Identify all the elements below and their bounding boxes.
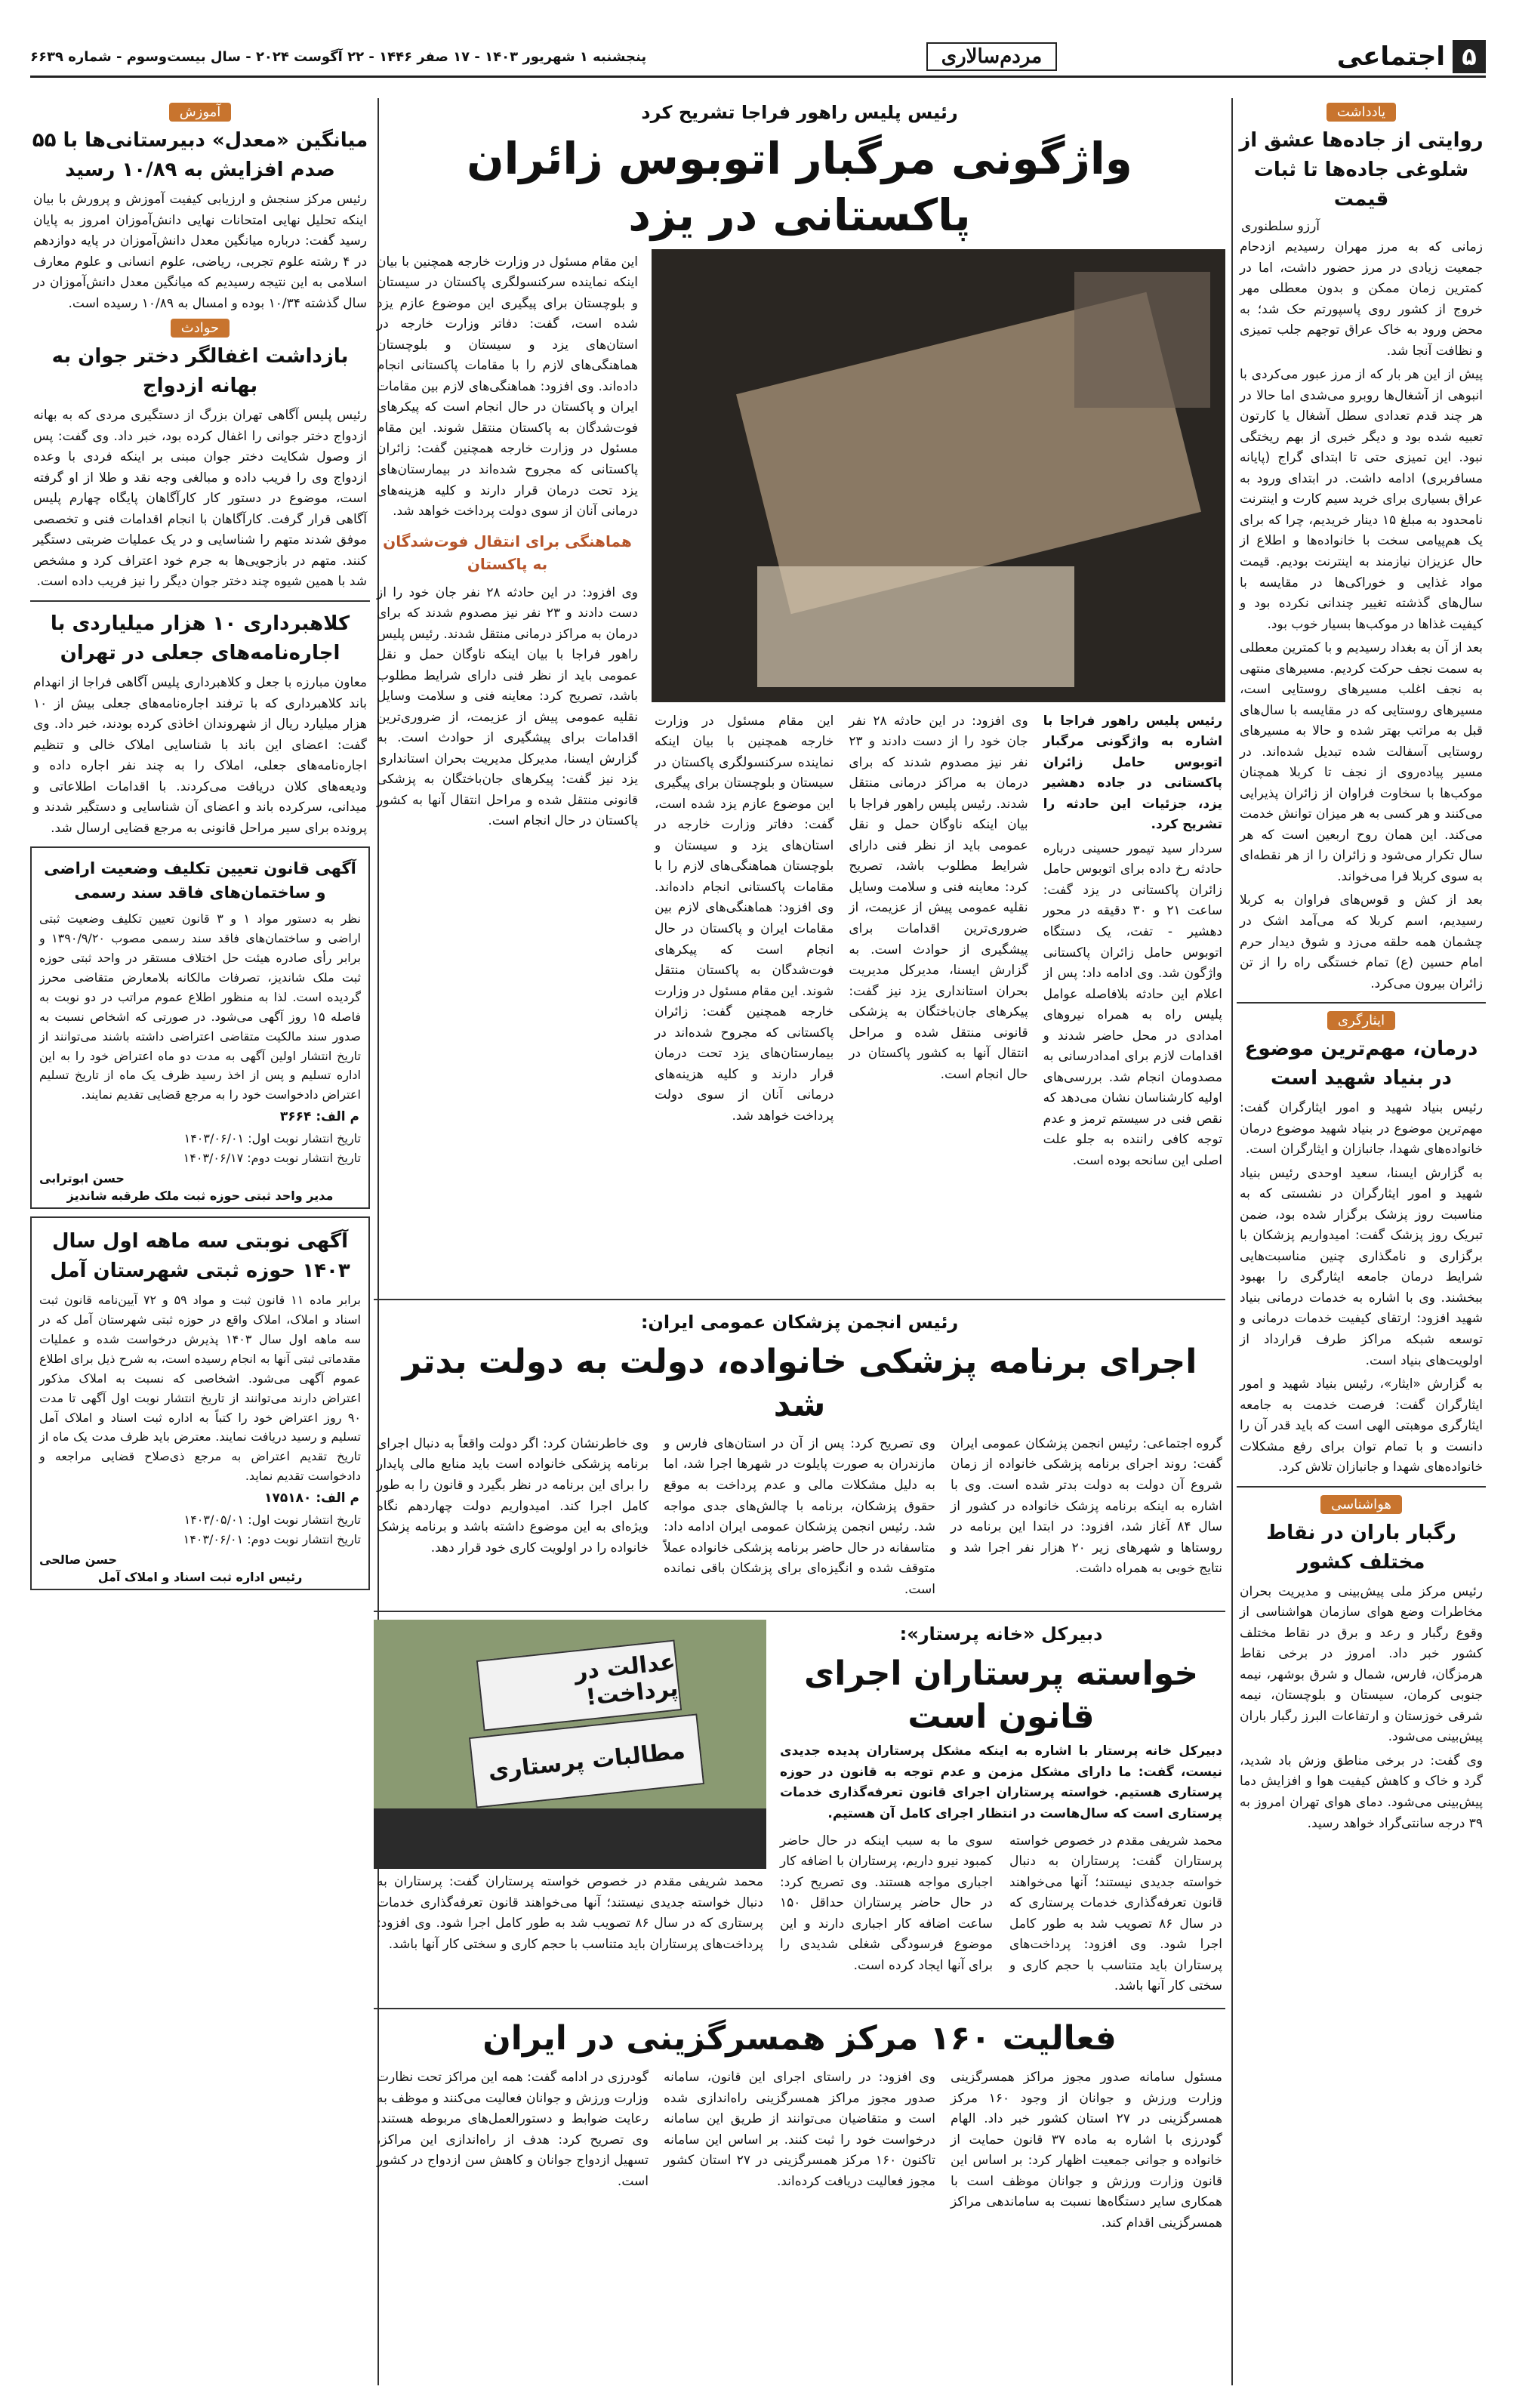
right-column [1237, 98, 1486, 2386]
notice2-date2: تاریخ انتشار نوبت دوم: ۱۴۰۳/۰۶/۰۱ [183, 1532, 361, 1547]
weather-tag: هواشناسی [1320, 1495, 1402, 1514]
notice1-sign-role: مدیر واحد ثبتی حوزه ثبت ملک طرقبه شاندیز [66, 1189, 334, 1204]
lead-headline: واژگونی مرگبار اتوبوس زائران پاکستانی در یزد [467, 132, 1132, 242]
news-tag: ایثارگری [1327, 1011, 1395, 1030]
nurse-intro: دبیرکل خانه پرستار با اشاره به اینکه مشکل پرستاران پدیده جدیدی نیست، گفت: ما دارای مشکل مزمن و عدم توجه به قانون در حوزه پرستاری هستیم. خواسته پرستاران اجرای قانون تعرفه‌گذاری خدمات پرستاری است که سال‌هاست در انتظار اجرای کامل آن هستیم. [780, 1744, 1222, 1821]
divider [374, 2008, 1225, 2009]
nurse-headline: خواسته پرستاران اجرای قانون است [803, 1654, 1199, 1737]
youth-headline: فعالیت ۱۶۰ مرکز همسرگزینی در ایران [482, 2018, 1117, 2058]
notice2-title: آگهی نوبتی سه ماهه اول سال ۱۴۰۳ حوزه ثبتی شهرستان آمل [50, 1230, 350, 1283]
lead-column-1: سردار سید تیمور حسینی درباره حادثه رخ داده برای اتوبوس حامل زائران پاکستانی در یزد گفت: ساعت ۲۱ و ۳۰ دقیقه در محور دهشیر - تفت، یک دستگاه اتوبوس حامل زائران پاکستانی واژگون شد. وی ادامه داد: پس از اعلام این حادثه بلافاصله عوامل پلیس راه به همراه نیروهای امدادی در محل حاضر شدند و اقدامات لازم برای امدادرسانی به مصدومان انجام شد. بررسی‌های اولیه کارشناسان نشان می‌دهد که نقص فنی در سیستم ترمز و عدم توجه کافی راننده به جلو علت اصلی این سانحه بوده است. [1043, 840, 1222, 1168]
notice1-sign-name: حسن ابوترابی [39, 1171, 125, 1186]
nurse-column-3: محمد شریفی مقدم در خصوص خواسته پرستاران گفت: پرستاران به دنبال خواسته جدیدی نیستند؛ آنها می‌خواهند قانون تعرفه‌گذاری خدمات پرستاری که در سال ۸۶ تصویب شد به طور کامل اجرا شود. وی افزود: پرداخت‌های پرستاران باید متناسب با حجم کاری و سختی کار آنها باشد. [377, 1874, 763, 1952]
edu-tag: آموزش [169, 103, 232, 122]
weather-paragraph: وی گفت: در برخی مناطق وزش باد شدید، گرد و خاک و کاهش کیفیت هوا و افزایش دما پیش‌بینی می‌شود. دمای هوای تهران امروز به ۳۹ درجه سانتی‌گراد خواهد رسید. [1240, 1753, 1483, 1831]
divider [374, 1611, 1225, 1612]
memo-paragraph: زمانی که به مرز مهران رسیدیم ازدحام جمعیت زیادی در مرز حضور داشت، اما در کمترین زمان ممکن و بدون معطلی مهر خروج از کشور روی پاسپورتم حک شد؛ به محض ورود به خاک عراق توجهم جلب تمیزی و نظافت آنجا شد. [1240, 239, 1483, 359]
crime-paragraph: رئیس پلیس آگاهی تهران بزرگ از دستگیری مردی که به بهانه ازدواج دختر جوانی را اغفال کرده بود، خبر داد. وی گفت: پس از وصول شکایت دختر جوان مبنی بر اینکه فردی با وعده ازدواج وی را فریب داده و مبالغی وجه نقد و طلا از او گرفته است، موضوع در دستور کار کارآگاهان پایگاه چهارم پلیس آگاهی قرار گرفت. کارآگاهان با انجام اقدامات فنی و تخصصی موفق شدند متهم را شناسایی و در یک عملیات ضربتی دستگیر کنند. متهم در بازجویی‌ها به جرم خود اعتراف کرد و مشخص شد با همین شیوه چند دختر جوان دیگر را نیز فریب داده است. [33, 408, 367, 590]
edu-title: میانگین «معدل» دبیرستانی‌ها با ۵۵ صدم افزایش به ۱۰/۸۹ رسید [32, 129, 368, 181]
fraud-title: کلاهبرداری ۱۰ هزار میلیاردی با اجاره‌نامه‌های جعلی در تهران [50, 612, 350, 664]
divider [1237, 1002, 1486, 1004]
section-label [1337, 40, 1486, 73]
page-header [30, 38, 1486, 78]
section-title: اجتماعی [1336, 42, 1445, 72]
lead-continued-2: وی افزود: در این حادثه ۲۸ نفر جان خود را از دست دادند و ۲۳ نفر نیز مصدوم شدند که برای درمان به مراکز درمانی منتقل شدند. رئیس پلیس راهور فراجا با بیان اینکه ناوگان حمل و نقل عمومی باید از نظر فنی دارای شرایط مطلوب باشد، تصریح کرد: معاینه فنی و سلامت وسایل نقلیه عمومی پیش از عزیمت، از ضروری‌ترین اقدامات برای پیشگیری از حوادث است. به گزارش ایسنا، مدیرکل مدیریت بحران استانداری یزد نیز گفت: پیکرهای جان‌باختگان به پزشکی قانونی منتقل شده و مراحل انتقال آنها به کشور پاکستان در حال انجام است. [377, 584, 638, 829]
divider [1237, 1486, 1486, 1488]
lead-column-2: وی افزود: در این حادثه ۲۸ نفر جان خود را از دست دادند و ۲۳ نفر نیز مصدوم شدند که برای درمان به مراکز درمانی منتقل شدند. رئیس پلیس راهور فراجا با بیان اینکه ناوگان حمل و نقل عمومی باید از نظر فنی دارای شرایط مطلوب باشد، تصریح کرد: معاینه فنی و سلامت وسایل نقلیه عمومی پیش از عزیمت، از ضروری‌ترین اقدامات برای پیشگیری از حوادث است. به گزارش ایسنا، مدیرکل مدیریت بحران استانداری یزد نیز گفت: پیکرهای جان‌باختگان به پزشکی قانونی منتقل شده و مراحل انتقال آنها به کشور پاکستان در حال انجام است. [849, 713, 1028, 1082]
nurses-protest-photo [374, 1620, 766, 1869]
bus-accident-photo [652, 249, 1225, 702]
news-paragraph: رئیس بنیاد شهید و امور ایثارگران گفت: مهم‌ترین موضوع در بنیاد شهید موضوع درمان خانواده‌های شهدا، جانبازان و ایثارگران است. [1240, 1100, 1483, 1158]
youth-column-1: مسئول سامانه صدور مجوز مراکز همسرگزینی وزارت ورزش و جوانان از وجود ۱۶۰ مرکز همسرگزینی در ۲۷ استان کشور خبر داد. الهام گودرزی با اشاره به ماده ۳۷ قانون حمایت از خانواده و جوانی جمعیت اظهار کرد: بر اساس این قانون وزارت ورزش و جوانان موظف است با همکاری سایر دستگاه‌ها نسبت به ساماندهی مراکز همسرگزینی اقدام کند. [951, 2069, 1222, 2231]
lead-kicker: رئیس پلیس راهور فراجا تشریح کرد [641, 102, 958, 123]
lead-pull-quote: هماهنگی برای انتقال فوت‌شدگان به پاکستان [383, 532, 632, 573]
memo-author: آرزو سلطنوری [1241, 219, 1320, 234]
health-kicker: رئیس انجمن پزشکان عمومی ایران: [640, 1311, 959, 1333]
health-headline: اجرای برنامه پزشکی خانواده، دولت به دولت بدتر شد [402, 1342, 1197, 1424]
lead-column-3: این مقام مسئول در وزارت خارجه همچنین با بیان اینکه نماینده سرکنسولگری پاکستان در سیستان و بلوچستان برای پیگیری این موضوع عازم یزد شده است، گفت: دفاتر وزارت خارجه در استان‌های یزد و سیستان و بلوچستان هماهنگی‌های لازم را با مقامات پاکستانی انجام داده‌اند. وی افزود: هماهنگی‌های لازم بین مقامات ایران و پاکستان در حال انجام است که پیکرهای فوت‌شدگان به پاکستان منتقل شوند. این مقام مسئول در وزارت خارجه همچنین گفت: زائران پاکستانی که مجروح شده‌اند در بیمارستان‌های یزد تحت درمان قرار دارند و کلیه هزینه‌های درمانی آنان از سوی دولت پرداخت خواهد شد. [655, 713, 834, 1124]
memo-tag: یادداشت [1326, 103, 1396, 122]
middle-column [374, 98, 1225, 2386]
notice2-code: م الف: ۱۷۵۱۸۰ [264, 1491, 359, 1506]
nurse-column-2: سوی ما به سبب اینکه در حال حاضر کمبود نیرو داریم، پرستاران با اضافه کار اجباری مواجه هستند. وی تصریح کرد: در حال حاضر پرستاران حداقل ۱۵۰ ساعت اضافه کار اجباری دارند و این موضوع فرسودگی شغلی شدیدی را برای آنها ایجاد کرده است. [780, 1833, 993, 1973]
notice2-sign-name: حسن صالحی [39, 1552, 117, 1567]
notice2-sign-role: رئیس اداره ثبت اسناد و املاک آمل [97, 1569, 303, 1584]
news-title: درمان، مهم‌ترین موضوع در بنیاد شهید است [1244, 1038, 1478, 1090]
divider [374, 1299, 1225, 1300]
nurse-column-1: محمد شریفی مقدم در خصوص خواسته پرستاران گفت: پرستاران به دنبال خواسته جدیدی نیستند؛ آنها می‌خواهند قانون تعرفه‌گذاری خدمات پرستاری که در سال ۸۶ تصویب شد به طور کامل اجرا شود. وی افزود: پرداخت‌های پرستاران باید متناسب با حجم کاری و سختی کار آنها باشد. [1009, 1833, 1222, 1994]
news-paragraph: به گزارش «ایثار»، رئیس بنیاد شهید و امور ایثارگران گفت: فرصت خدمت به جامعه ایثارگری موهبتی الهی است که باید قدر آن را دانست و با تمام توان برای رفع مشکلات خانواده‌های شهدا و جانبازان تلاش کرد. [1240, 1377, 1483, 1475]
notice1-code: م الف: ۳۶۶۴ [279, 1109, 359, 1125]
dateline: پنجشنبه ۱ شهریور ۱۴۰۳ - ۱۷ صفر ۱۴۴۶ - ۲۲ آگوست ۲۰۲۴ - سال بیست‌وسوم - شماره ۶۶۳۹ [30, 48, 647, 65]
legal-notice-2 [30, 1216, 370, 1590]
notice2-date1: تاریخ انتشار نوبت اول: ۱۴۰۳/۰۵/۰۱ [183, 1512, 361, 1528]
health-column-2: وی تصریح کرد: پس از آن در استان‌های فارس و مازندران به صورت پایلوت در شهرها اجرا شد، اما به دلیل مشکلات مالی و عدم پرداخت به موقع حقوق پزشکان، برنامه با چالش‌های جدی مواجه شد. رئیس انجمن پزشکان عمومی ایران ادامه داد: متاسفانه در حال حاضر برنامه پزشکی خانواده عملاً متوقف شده و انگیزه‌ای برای پزشکان باقی نمانده است. [664, 1435, 935, 1597]
crime-tag: حوادث [171, 319, 230, 338]
newspaper-logo: مردم‌سالاری [926, 42, 1057, 71]
page-number: ۵ [1453, 40, 1486, 73]
nurse-kicker: دبیرکل «خانه پرستار»: [899, 1623, 1103, 1645]
health-column-3: وی خاطرنشان کرد: اگر دولت واقعاً به دنبال اجرای برنامه پزشکی خانواده است باید منابع مالی پایدار را برای این برنامه در نظر بگیرد و قانون را به طور کامل اجرا کند. امیدواریم دولت چهاردهم نگاه ویژه‌ای به این موضوع داشته باشد و برنامه پزشک خانواده را در اولویت کاری خود قرار دهد. [377, 1435, 649, 1555]
column-divider-right [1231, 98, 1233, 2385]
youth-column-3: گودرزی در ادامه گفت: همه این مراکز تحت نظارت وزارت ورزش و جوانان فعالیت می‌کنند و موظف به رعایت ضوابط و دستورالعمل‌های مربوطه هستند. وی تصریح کرد: هدف از راه‌اندازی این مراکز، تسهیل ازدواج جوانان و کاهش سن ازدواج در کشور است. [377, 2069, 649, 2189]
health-column-1: گروه اجتماعی: رئیس انجمن پزشکان عمومی ایران گفت: روند اجرای برنامه پزشکی خانواده از زمان شروع آن دولت به دولت بدتر شده است. وی با اشاره به اینکه برنامه پزشک خانواده در کشور از سال ۸۴ آغاز شد، افزود: در ابتدا این برنامه در روستاها و شهرهای زیر ۲۰ هزار نفر اجرا شد و نتایج خوبی به همراه داشت. [951, 1435, 1222, 1577]
lead-continued: این مقام مسئول در وزارت خارجه همچنین با بیان اینکه نماینده سرکنسولگری پاکستان در سیستان و بلوچستان برای پیگیری این موضوع عازم یزد شده است، گفت: دفاتر وزارت خارجه در استان‌های یزد و سیستان و بلوچستان هماهنگی‌های لازم را با مقامات پاکستانی انجام داده‌اند. وی افزود: هماهنگی‌های لازم بین مقامات ایران و پاکستان در حال انجام است که پیکرهای فوت‌شدگان به پاکستان منتقل شوند. این مقام مسئول در وزارت خارجه همچنین گفت: زائران پاکستانی که مجروح شده‌اند در بیمارستان‌های یزد تحت درمان قرار دارند و کلیه هزینه‌های درمانی آنان از سوی دولت پرداخت خواهد شد. [377, 254, 638, 520]
notice1-title: آگهی قانون تعیین تکلیف وضعیت اراضی و ساختمان‌های فاقد سند رسمی [44, 859, 356, 902]
crime-title: بازداشت اغفالگر دختر جوان به بهانه ازدواج [51, 345, 349, 398]
fraud-paragraph: معاون مبارزه با جعل و کلاهبرداری پلیس آگاهی فراجا از انهدام باند کلاهبرداری که با ترفند اجاره‌نامه‌های جعلی بیش از ۱۰ هزار میلیارد ریال از شهروندان اخاذی کرده بودند، خبر داد. وی گفت: اعضای این باند با شناسایی املاک خالی و تنظیم اجاره‌نامه‌های جعلی، املاک را به چند نفر اجاره داده و ودیعه‌های کلان دریافت می‌کردند. با اقدامات اطلاعاتی و میدانی، سرکرده باند و اعضای آن شناسایی و دستگیر شدند و پرونده برای سیر مراحل قانونی به مرجع قضایی ارسال شد. [33, 674, 367, 836]
memo-paragraph: بعد از آن به بغداد رسیدیم و با کمترین معطلی به سمت نجف حرکت کردیم. مسیرهای منتهی به نجف اغلب مسیرهای روستایی است، مسیرهای روستایی که در مقایسه با سال‌های قبل به مراتب بهتر شده و حالا به مسیرهای روستایی آسفالت شده تبدیل شده‌اند. در مسیر پیاده‌روی از نجف تا کربلا همچنان موکب‌ها با سخاوت فراوان از زائران پذیرایی می‌کنند و هر کسی به هر میزان توانش خدمت می‌کند. این همان روح اربعین است که هر سال تکرار می‌شود و زائران را از هر نقطه‌ای به سوی کربلا فرا می‌خواند. [1240, 640, 1483, 884]
memo-paragraph: بعد از کش و قوس‌های فراوان به کربلا رسیدیم، اسم کربلا که می‌آمد اشک در چشمان همه حلقه می‌زد و شوق دیدار حرم امام حسین (ع) تمام خستگی راه را از تن زائران بیرون می‌کرد. [1240, 893, 1483, 991]
notice1-date1: تاریخ انتشار نوبت اول: ۱۴۰۳/۰۶/۰۱ [183, 1131, 361, 1146]
weather-paragraph: رئیس مرکز ملی پیش‌بینی و مدیریت بحران مخاطرات وضع هوای سازمان هواشناسی از وقوع رگبار و رعد و برق در نقاط مختلف کشور خبر داد. امروز در برخی نقاط هرمزگان، فارس، شمال و شرق بوشهر، نیمه جنوبی کرمان، سیستان و بلوچستان، نیمه شرقی خوزستان و ارتفاعات البرز رگبار باران پیش‌بینی می‌شود. [1240, 1583, 1483, 1745]
protest-sign-2: مطالبات پرستاری [469, 1714, 704, 1808]
protest-sign-1: عدالت در پرداخت! [476, 1640, 682, 1731]
news-paragraph: به گزارش ایسنا، سعید اوحدی رئیس بنیاد شهید و امور ایثارگران در نشستی که به مناسبت روز پزشک برگزار شده بود، ضمن تبریک روز پزشک گفت: امیدواریم پزشکان با برگزاری و نامگذاری چنین مناسبت‌هایی شرایط درمان جامعه ایثارگری را بهبود ببخشند. وی با اشاره به خدمات درمانی بنیاد شهید افزود: ارتقای کیفیت خدمات درمانی و توسعه شبکه مراکز طرف قرارداد از اولویت‌های بنیاد است. [1240, 1165, 1483, 1368]
notice2-body: برابر ماده ۱۱ قانون ثبت و مواد ۵۹ و ۷۲ آیین‌نامه قانون ثبت اسناد و املاک، املاک واقع در حوزه ثبتی شهرستان آمل که در سه ماهه اول سال ۱۴۰۳ پذیرش درخواست شده و عملیات مقدماتی ثبتی آنها به انجام رسیده است، به شرح ذیل برای اطلاع عموم آگهی می‌شود. اشخاصی که نسبت به املاک مذکور اعتراض دارند می‌توانند از تاریخ انتشار نوبت اول آگهی تا مدت ۹۰ روز اعتراض خود را کتباً به اداره ثبت اسناد و املاک آمل تسلیم و رسید دریافت نمایند. معترض باید ظرف مدت یک ماه از تاریخ تقدیم اعتراض به مرجع ذی‌صلاح قضایی مراجعه و دادخواست تقدیم نماید. [39, 1293, 361, 1484]
legal-notice-1 [30, 846, 370, 1209]
memo-title: روایتی از جاده‌ها عشق از شلوغی جاده‌ها تا ثبات قیمت [1239, 129, 1484, 211]
notice1-date2: تاریخ انتشار نوبت دوم: ۱۴۰۳/۰۶/۱۷ [183, 1151, 361, 1166]
divider [30, 600, 370, 602]
lead-intro: رئیس پلیس راهور فراجا با اشاره به واژگونی مرگبار اتوبوس حامل زائران پاکستانی در جاده دهشیر یزد، جزئیات این حادثه را تشریح کرد. [1043, 713, 1222, 833]
edu-paragraph: رئیس مرکز سنجش و ارزیابی کیفیت آموزش و پرورش با بیان اینکه تحلیل نهایی امتحانات نهایی دانش‌آموزان امروز به پایان رسید گفت: درباره میانگین معدل دانش‌آموزان در پایه دوازدهم در ۴ رشته علوم تجربی، ریاضی، علوم انسانی و علوم معارف اسلامی به این نتیجه رسیدیم که میانگین معدل دانش‌آموزان در سال گذشته ۱۰/۳۴ بوده و امسال به ۱۰/۸۹ رسیده است. [33, 192, 368, 311]
notice1-body: نظر به دستور مواد ۱ و ۳ قانون تعیین تکلیف وضعیت ثبتی اراضی و ساختمان‌های فاقد سند رسمی مصوب ۱۳۹۰/۹/۲۰ و برابر رأی صادره هیئت حل اختلاف مستقر در واحد ثبتی حوزه ثبت ملک شاندیز، تصرفات مالکانه بلامعارض متقاضی محرز گردیده است. لذا به منظور اطلاع عموم مراتب در دو نوبت به فاصله ۱۵ روز آگهی می‌شود. در صورتی که اشخاص نسبت به صدور سند مالکیت متقاضی اعتراضی داشته باشند می‌توانند از تاریخ انتشار اولین آگهی به مدت دو ماه اعتراض خود را به این اداره تسلیم و پس از اخذ رسید ظرف یک ماه از تاریخ تسلیم اعتراض دادخواست خود را به مرجع قضایی تقدیم نمایند. [39, 911, 362, 1102]
weather-title: رگبار باران در نقاط مختلف کشور [1266, 1521, 1456, 1574]
memo-paragraph: پیش از این هر بار که از مرز عبور می‌کردی با انبوهی از آشغال‌ها روبرو می‌شدی اما حالا در هر چند قدم تعدادی سطل آشغال یا کارتون تعبیه شده بود و دیگر خبری از بهم ریختگی نبود. این تمیزی حتی تا ابتدای گراج (پایانه مسافربری) ادامه داشت. در ابتدای ورود به عراق بسیاری برای خرید سیم کارت و اینترنت نامحدود به مبلغ ۱۵ دینار خریدیم، چرا که برای یک هم‌پیامی سخت با خانواده‌ها و اطلاع از حال عزیزان نیازمند به اینترنت بودیم. قیمت مواد غذایی و خوراکی‌ها در مقایسه با سال‌های گذشته تغییر چندانی نکرده بود و کیفیت غذاها در موکب‌ها بسیار خوب بود. [1240, 367, 1483, 632]
left-column [30, 98, 370, 2386]
youth-column-2: وی افزود: در راستای اجرای این قانون، سامانه صدور مجوز مراکز همسرگزینی راه‌اندازی شده است و متقاضیان می‌توانند از طریق این سامانه درخواست خود را ثبت کنند. بر اساس این سامانه تاکنون ۱۶۰ مرکز همسرگزینی در ۲۷ استان کشور مجوز فعالیت دریافت کرده‌اند. [664, 2069, 935, 2189]
